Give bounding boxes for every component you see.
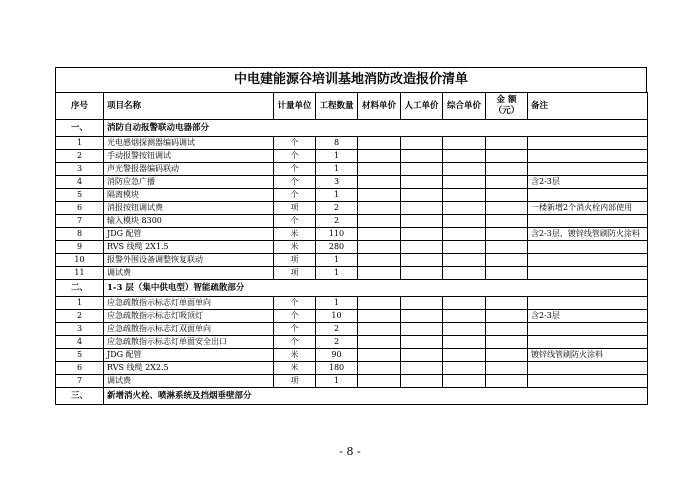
unit-cell: 个	[274, 310, 316, 323]
header-unit: 计量单位	[274, 93, 316, 120]
unit-cell: 米	[274, 362, 316, 375]
table-row	[56, 349, 648, 362]
row-number: 4	[56, 336, 104, 349]
unit-cell: 个	[274, 176, 316, 189]
item-name: 输入模块 8300	[104, 215, 274, 228]
material-price-cell	[358, 349, 401, 362]
combined-price-cell	[443, 254, 486, 267]
quantity-cell: 10	[316, 310, 358, 323]
unit-cell: 个	[274, 137, 316, 150]
item-name: JDG 配管	[104, 349, 274, 362]
section-number: 三、	[56, 388, 104, 405]
quote-sheet	[55, 67, 647, 405]
row-number: 5	[56, 189, 104, 202]
row-number: 7	[56, 215, 104, 228]
amount-cell	[486, 241, 528, 254]
header-amount: 金 额（元）	[486, 93, 528, 120]
quantity-cell: 1	[316, 150, 358, 163]
labor-price-cell	[401, 362, 443, 375]
combined-price-cell	[443, 202, 486, 215]
combined-price-cell	[443, 189, 486, 202]
material-price-cell	[358, 163, 401, 176]
unit-cell: 米	[274, 349, 316, 362]
table-row	[56, 254, 648, 267]
amount-cell	[486, 297, 528, 310]
quantity-cell: 1	[316, 267, 358, 280]
labor-price-cell	[401, 310, 443, 323]
combined-price-cell	[443, 163, 486, 176]
table-row	[56, 202, 648, 215]
amount-cell	[486, 267, 528, 280]
labor-price-cell	[401, 336, 443, 349]
remark-cell	[528, 254, 648, 267]
row-number: 5	[56, 349, 104, 362]
unit-cell: 个	[274, 215, 316, 228]
header-remark: 备注	[528, 93, 648, 120]
quote-table	[55, 92, 648, 405]
labor-price-cell	[401, 254, 443, 267]
item-name: 应急疏散指示标志灯单面安全出口	[104, 336, 274, 349]
table-row	[56, 267, 648, 280]
remark-cell: 镀锌线管刷防火涂料	[528, 349, 648, 362]
quantity-cell: 1	[316, 254, 358, 267]
quantity-cell: 2	[316, 215, 358, 228]
table-row	[56, 323, 648, 336]
amount-cell	[486, 150, 528, 163]
header-combined: 综合单价	[443, 93, 486, 120]
material-price-cell	[358, 336, 401, 349]
unit-cell: 个	[274, 297, 316, 310]
material-price-cell	[358, 150, 401, 163]
item-name: 声光警报器编码联动	[104, 163, 274, 176]
table-row	[56, 163, 648, 176]
item-name: 应急疏散指示标志灯双面单向	[104, 323, 274, 336]
item-name: 消报按钮调试费	[104, 202, 274, 215]
row-number: 6	[56, 362, 104, 375]
unit-cell: 个	[274, 163, 316, 176]
combined-price-cell	[443, 297, 486, 310]
amount-cell	[486, 189, 528, 202]
quantity-cell: 1	[316, 375, 358, 388]
material-price-cell	[358, 362, 401, 375]
quantity-cell: 8	[316, 137, 358, 150]
quantity-cell: 280	[316, 241, 358, 254]
row-number: 1	[56, 297, 104, 310]
item-name: 应急疏散指示标志灯吸顶灯	[104, 310, 274, 323]
labor-price-cell	[401, 297, 443, 310]
material-price-cell	[358, 297, 401, 310]
remark-cell	[528, 375, 648, 388]
combined-price-cell	[443, 241, 486, 254]
table-row	[56, 310, 648, 323]
unit-cell: 个	[274, 150, 316, 163]
section-number: 二、	[56, 280, 104, 297]
unit-cell: 米	[274, 241, 316, 254]
remark-cell	[528, 336, 648, 349]
amount-cell	[486, 202, 528, 215]
document-title: 中电建能源谷培训基地消防改造报价清单	[55, 67, 647, 92]
table-row	[56, 189, 648, 202]
remark-cell	[528, 362, 648, 375]
amount-cell	[486, 375, 528, 388]
labor-price-cell	[401, 349, 443, 362]
quantity-cell: 2	[316, 323, 358, 336]
labor-price-cell	[401, 375, 443, 388]
quantity-cell: 110	[316, 228, 358, 241]
item-name: 应急疏散指示标志灯单面单向	[104, 297, 274, 310]
amount-cell	[486, 215, 528, 228]
section-row	[56, 280, 648, 297]
row-number: 1	[56, 137, 104, 150]
remark-cell	[528, 241, 648, 254]
item-name: 光电感烟探测器编码调试	[104, 137, 274, 150]
header-material: 材料单价	[358, 93, 401, 120]
quantity-cell: 1	[316, 163, 358, 176]
amount-cell	[486, 349, 528, 362]
table-row	[56, 228, 648, 241]
material-price-cell	[358, 202, 401, 215]
combined-price-cell	[443, 267, 486, 280]
quantity-cell: 2	[316, 336, 358, 349]
amount-cell	[486, 362, 528, 375]
row-number: 2	[56, 310, 104, 323]
header-row	[56, 93, 648, 120]
item-name: JDG 配管	[104, 228, 274, 241]
material-price-cell	[358, 176, 401, 189]
material-price-cell	[358, 375, 401, 388]
header-labor: 人工单价	[401, 93, 443, 120]
labor-price-cell	[401, 267, 443, 280]
amount-cell	[486, 228, 528, 241]
header-qty: 工程数量	[316, 93, 358, 120]
combined-price-cell	[443, 362, 486, 375]
row-number: 11	[56, 267, 104, 280]
table-row	[56, 375, 648, 388]
material-price-cell	[358, 228, 401, 241]
combined-price-cell	[443, 150, 486, 163]
material-price-cell	[358, 189, 401, 202]
amount-cell	[486, 254, 528, 267]
table-row	[56, 137, 648, 150]
item-name: RVS 线缆 2X1.5	[104, 241, 274, 254]
labor-price-cell	[401, 176, 443, 189]
remark-cell	[528, 297, 648, 310]
section-row	[56, 120, 648, 137]
material-price-cell	[358, 215, 401, 228]
section-title: 消防自动报警联动电器部分	[104, 120, 648, 137]
unit-cell: 项	[274, 375, 316, 388]
labor-price-cell	[401, 228, 443, 241]
combined-price-cell	[443, 176, 486, 189]
labor-price-cell	[401, 241, 443, 254]
quantity-cell: 1	[316, 297, 358, 310]
item-name: 隔离模块	[104, 189, 274, 202]
material-price-cell	[358, 310, 401, 323]
unit-cell: 项	[274, 202, 316, 215]
remark-cell	[528, 323, 648, 336]
header-name: 项目名称	[104, 93, 274, 120]
table-row	[56, 336, 648, 349]
combined-price-cell	[443, 336, 486, 349]
table-row	[56, 297, 648, 310]
row-number: 10	[56, 254, 104, 267]
remark-cell	[528, 267, 648, 280]
remark-cell	[528, 150, 648, 163]
item-name: 手动报警按钮调试	[104, 150, 274, 163]
row-number: 9	[56, 241, 104, 254]
table-row	[56, 362, 648, 375]
item-name: RVS 线缆 2X2.5	[104, 362, 274, 375]
row-number: 7	[56, 375, 104, 388]
unit-cell: 项	[274, 267, 316, 280]
labor-price-cell	[401, 163, 443, 176]
labor-price-cell	[401, 215, 443, 228]
amount-cell	[486, 323, 528, 336]
page-number: - 8 -	[339, 445, 361, 458]
amount-cell	[486, 137, 528, 150]
item-name: 报警外围设备调整恢复联动	[104, 254, 274, 267]
item-name: 调试费	[104, 267, 274, 280]
section-row	[56, 388, 648, 405]
amount-cell	[486, 163, 528, 176]
labor-price-cell	[401, 150, 443, 163]
unit-cell: 个	[274, 323, 316, 336]
material-price-cell	[358, 137, 401, 150]
combined-price-cell	[443, 310, 486, 323]
quantity-cell: 90	[316, 349, 358, 362]
combined-price-cell	[443, 228, 486, 241]
amount-cell	[486, 310, 528, 323]
combined-price-cell	[443, 349, 486, 362]
row-number: 3	[56, 163, 104, 176]
remark-cell: 含2-3层	[528, 310, 648, 323]
unit-cell: 项	[274, 254, 316, 267]
section-title: 1-3 层（集中供电型）智能疏散部分	[104, 280, 648, 297]
row-number: 4	[56, 176, 104, 189]
row-number: 3	[56, 323, 104, 336]
material-price-cell	[358, 254, 401, 267]
material-price-cell	[358, 267, 401, 280]
item-name: 消防应急广播	[104, 176, 274, 189]
remark-cell	[528, 215, 648, 228]
unit-cell: 个	[274, 336, 316, 349]
header-no: 序号	[56, 93, 104, 120]
section-title: 新增消火栓、喷淋系统及挡烟垂壁部分	[104, 388, 648, 405]
row-number: 8	[56, 228, 104, 241]
material-price-cell	[358, 241, 401, 254]
combined-price-cell	[443, 215, 486, 228]
labor-price-cell	[401, 137, 443, 150]
table-row	[56, 150, 648, 163]
quantity-cell: 3	[316, 176, 358, 189]
remark-cell: 一楼新增2个消火栓内部使用	[528, 202, 648, 215]
table-body	[56, 120, 648, 405]
material-price-cell	[358, 323, 401, 336]
item-name: 调试费	[104, 375, 274, 388]
labor-price-cell	[401, 189, 443, 202]
remark-cell: 含2-3层，镀锌线管刷防火涂料	[528, 228, 648, 241]
row-number: 2	[56, 150, 104, 163]
remark-cell	[528, 163, 648, 176]
quantity-cell: 180	[316, 362, 358, 375]
combined-price-cell	[443, 137, 486, 150]
combined-price-cell	[443, 323, 486, 336]
row-number: 6	[56, 202, 104, 215]
table-row	[56, 241, 648, 254]
combined-price-cell	[443, 375, 486, 388]
table-row	[56, 176, 648, 189]
labor-price-cell	[401, 202, 443, 215]
amount-cell	[486, 176, 528, 189]
quantity-cell: 1	[316, 189, 358, 202]
remark-cell	[528, 137, 648, 150]
quantity-cell: 2	[316, 202, 358, 215]
unit-cell: 米	[274, 228, 316, 241]
remark-cell: 含2-3层	[528, 176, 648, 189]
labor-price-cell	[401, 323, 443, 336]
remark-cell	[528, 189, 648, 202]
table-row	[56, 215, 648, 228]
amount-cell	[486, 336, 528, 349]
section-number: 一、	[56, 120, 104, 137]
unit-cell: 个	[274, 189, 316, 202]
